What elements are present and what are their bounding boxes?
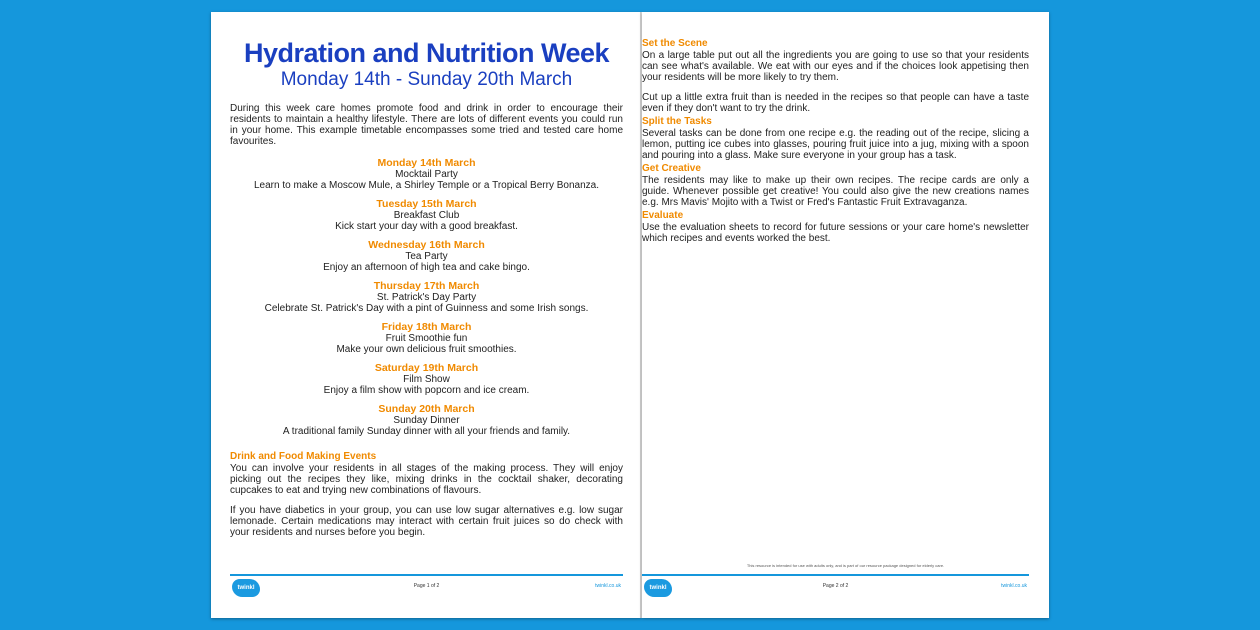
event-name: Film Show <box>403 374 450 385</box>
section-heading: Split the Tasks <box>642 116 712 127</box>
event-day: Sunday 20th March <box>378 403 475 415</box>
section-heading: Get Creative <box>642 163 701 174</box>
document-page-2 <box>642 12 1049 618</box>
event-item <box>230 280 623 314</box>
site-link[interactable]: twinkl.co.uk <box>595 583 621 589</box>
section-paragraph: On a large table put out all the ingredients you are going to use so that your residents can see what's available. We eat with our eyes and if the choices look appetising then your residents will be more likely to try them. <box>642 50 1029 83</box>
event-description: Celebrate St. Patrick's Day with a pint of Guinness and some Irish songs. <box>264 303 589 314</box>
event-item <box>230 239 623 273</box>
guidance-section <box>642 163 1029 208</box>
guidance-section <box>642 116 1029 161</box>
document-subtitle: Monday 14th - Sunday 20th March <box>280 69 573 90</box>
event-day: Monday 14th March <box>377 157 476 169</box>
twinkl-logo: twinkl <box>232 579 260 597</box>
intro-paragraph: During this week care homes promote food and drink in order to encourage their residents to maintain a healthy lifestyle. There are lots of different events you could run in your home. This example timetable encompasses some tried and tested care home favourites. <box>230 103 623 147</box>
page-footer <box>230 574 623 598</box>
page-number: Page 1 of 2 <box>413 583 440 589</box>
making-events-section <box>230 451 623 538</box>
event-day: Tuesday 15th March <box>376 198 477 210</box>
event-name: Tea Party <box>405 251 448 262</box>
section-paragraph: Use the evaluation sheets to record for future sessions or your care home's newsletter which recipes and events worked the best. <box>642 222 1029 244</box>
event-item <box>230 362 623 396</box>
site-link[interactable]: twinkl.co.uk <box>1001 583 1027 589</box>
event-name: Breakfast Club <box>393 210 460 221</box>
event-description: Enjoy an afternoon of high tea and cake bingo. <box>323 262 530 273</box>
event-day: Friday 18th March <box>381 321 472 333</box>
section-paragraph: Cut up a little extra fruit than is needed in the recipes so that people can have a taste even if they don't want to try the drink. <box>642 92 1029 114</box>
event-description: Enjoy a film show with popcorn and ice cream. <box>323 385 530 396</box>
section-paragraph: The residents may like to make up their own recipes. The recipe cards are only a guide. Whenever possible get creative! You could also give the new creations names e.g. Mrs Mavis' Mojito with a Twist or Fred's Fantastic Fruit Extravaganza. <box>642 175 1029 208</box>
section-paragraph: Several tasks can be done from one recipe e.g. the reading out of the recipe, slicing a lemon, putting ice cubes into glasses, pouring fruit juice into a jug, mixing with a spoon and pouring into a glass. Make sure everyone in your group has a task. <box>642 128 1029 161</box>
section-paragraph: If you have diabetics in your group, you can use low sugar alternatives e.g. low sugar lemonade. Certain medications may interact with certain fruit juices so do check with your residents and nurses before you begin. <box>230 505 623 538</box>
event-description: Kick start your day with a good breakfast. <box>335 221 518 232</box>
guidance-section <box>642 38 1029 114</box>
event-description: Learn to make a Moscow Mule, a Shirley Temple or a Tropical Berry Bonanza. <box>254 180 599 191</box>
event-item <box>230 321 623 355</box>
section-paragraph: You can involve your residents in all stages of the making process. They will enjoy picking out the recipes they like, mixing drinks in the cocktail shaker, decorating cupcakes to eat and trying new combinations of flavours. <box>230 463 623 496</box>
document-page-1 <box>211 12 641 618</box>
event-day: Thursday 17th March <box>373 280 480 292</box>
event-name: Mocktail Party <box>395 169 458 180</box>
document-title: Hydration and Nutrition Week <box>243 38 610 68</box>
section-heading: Drink and Food Making Events <box>230 451 377 462</box>
event-name: Sunday Dinner <box>393 415 460 426</box>
event-item <box>230 157 623 191</box>
event-day: Wednesday 16th March <box>368 239 485 251</box>
page-footer <box>642 574 1029 598</box>
event-description: A traditional family Sunday dinner with all your friends and family. <box>282 426 571 437</box>
section-heading: Set the Scene <box>642 38 708 49</box>
event-name: St. Patrick's Day Party <box>376 292 477 303</box>
event-description: Make your own delicious fruit smoothies. <box>336 344 517 355</box>
twinkl-logo: twinkl <box>644 579 672 597</box>
section-heading: Evaluate <box>642 210 684 221</box>
event-item <box>230 403 623 437</box>
guidance-section <box>642 210 1029 244</box>
event-timetable <box>230 157 623 437</box>
event-day: Saturday 19th March <box>374 362 479 374</box>
event-item <box>230 198 623 232</box>
page-number: Page 2 of 2 <box>822 583 849 589</box>
event-name: Fruit Smoothie fun <box>385 333 468 344</box>
resource-disclaimer: This resource is intended for use with adults only, and is part of our resource package designed for elderly care. <box>746 563 945 568</box>
